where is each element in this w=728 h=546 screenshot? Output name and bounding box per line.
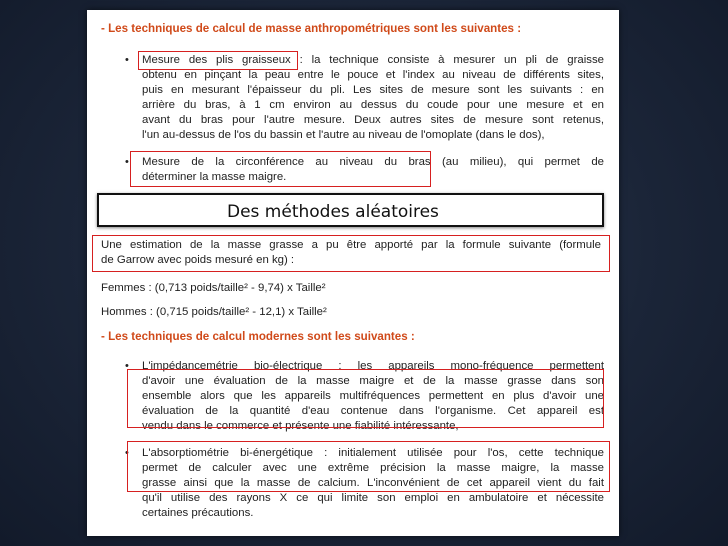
- formula-women: Femmes : (0,713 poids/taille² - 9,74) x Taille²: [101, 282, 326, 294]
- highlight-box: [92, 235, 610, 272]
- text-line: L'impédancemétrie bio-électrique : les appareils mono-fréquence permettent: [142, 360, 604, 372]
- text-line: vendu dans le commerce et présente une fiabilité intéressante,: [142, 420, 459, 432]
- section-heading-modern: - Les techniques de calcul modernes sont les suivantes :: [101, 330, 415, 343]
- highlight-box: [127, 441, 610, 492]
- text-line: avant du bras pour l'autre mesure. Deux autres sites de mesure sont retenus,: [142, 114, 604, 126]
- bullet-icon: •: [125, 54, 129, 66]
- text-line: de Garrow avec poids mesuré en kg) :: [101, 254, 295, 266]
- document-page: [87, 10, 619, 536]
- text-line: certaines précautions.: [142, 507, 254, 519]
- text-line: puis en mesurant l'épaisseur du pli. Les sites de mesure sont les suivants : en: [142, 84, 604, 96]
- banner-callout: [97, 193, 604, 227]
- bullet-icon: •: [125, 447, 129, 459]
- highlight-box: [127, 369, 604, 428]
- text-line: grasse ainsi que la masse de calcium. L'inconvénient de cet appareil vient du fait: [142, 477, 604, 489]
- section-heading-anthropometric: - Les techniques de calcul de masse anthropométriques sont les suivantes :: [101, 22, 522, 35]
- text-line: permet de calculer avec une extrême précision la masse maigre, la masse: [142, 462, 604, 474]
- text-line: qu'il utilise des rayons X ce qui limite son emploi en ambulatoire et nécessite: [142, 492, 604, 504]
- text-line: déterminer la masse maigre.: [142, 171, 287, 183]
- banner-text: Des méthodes aléatoires: [227, 202, 439, 222]
- highlight-box: [138, 51, 298, 70]
- highlight-box: [130, 151, 431, 187]
- bullet-icon: •: [125, 156, 129, 168]
- text-line: L'absorptiométrie bi-énergétique : initialement utilisée pour l'os, cette technique: [142, 447, 604, 459]
- formula-men: Hommes : (0,715 poids/taille² - 12,1) x Taille²: [101, 306, 327, 318]
- text-line: Mesure des plis graisseux : la technique consiste à mesurer un pli de graisse: [142, 54, 604, 66]
- text-line: évaluation de la quantité d'eau contenue dans l'organisme. Cet appareil est: [142, 405, 604, 417]
- bullet-icon: •: [125, 360, 129, 372]
- text-line: l'un au-dessus de l'os du bassin et l'autre au niveau de l'omoplate (dans le dos),: [142, 129, 545, 141]
- text-line: Une estimation de la masse grasse a pu être apporté par la formule suivante (formule: [101, 239, 601, 251]
- text-line: arrière du bras, à 1 cm environ au dessus du coude pour une mesure et en: [142, 99, 604, 111]
- text-line: Mesure de la circonférence au niveau du bras (au milieu), qui permet de: [142, 156, 604, 168]
- text-line: ensemble alors que les appareils multifréquences permettent en plus d'avoir une: [142, 390, 604, 402]
- text-line: obtenu en pinçant la peau entre le pouce et l'index au niveau de différents sites,: [142, 69, 604, 81]
- text-line: d'avoir une évaluation de la masse maigre et de la masse grasse dans son: [142, 375, 604, 387]
